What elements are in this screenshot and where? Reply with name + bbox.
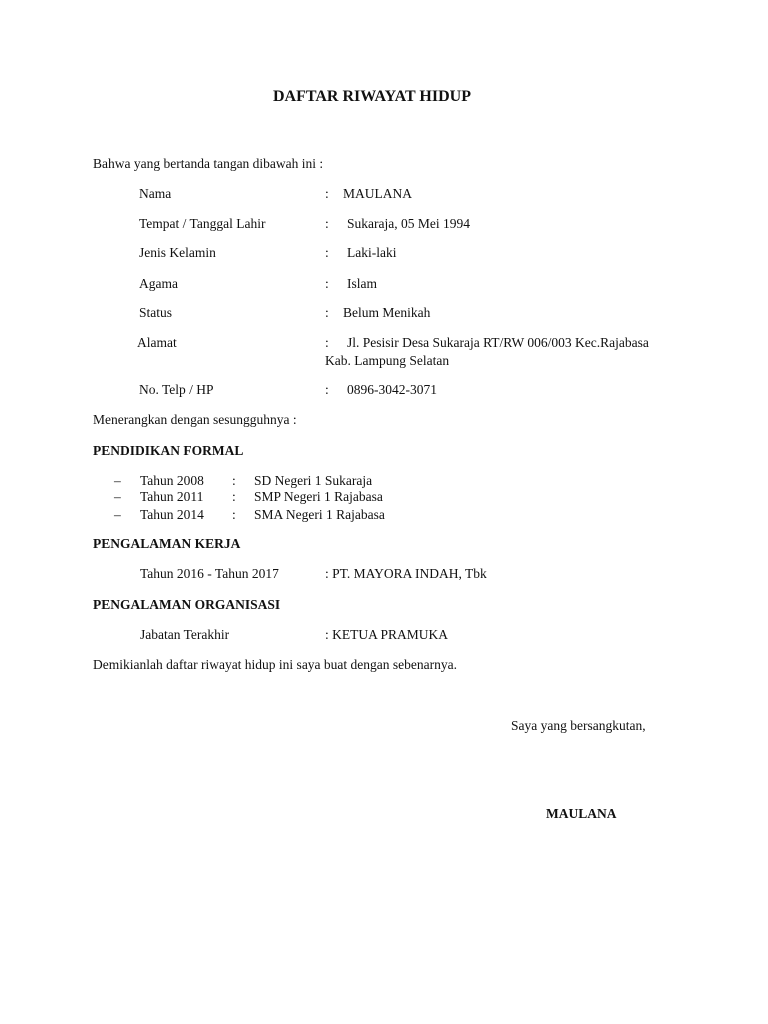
colon: :	[325, 276, 329, 291]
colon: :	[325, 245, 329, 260]
colon: :	[232, 507, 236, 522]
closing-text: Demikianlah daftar riwayat hidup ini saya buat dengan sebenarnya.	[93, 657, 457, 672]
education-year: Tahun 2011	[140, 489, 204, 504]
signature-name: MAULANA	[546, 806, 617, 821]
education-year: Tahun 2008	[140, 473, 204, 488]
list-bullet: –	[114, 473, 121, 488]
colon: :	[232, 489, 236, 504]
education-school: SD Negeri 1 Sukaraja	[254, 473, 373, 488]
value-telp: 0896-3042-3071	[347, 382, 437, 397]
label-alamat: Alamat	[137, 335, 177, 350]
statement-text: Menerangkan dengan sesungguhnya :	[93, 412, 297, 427]
education-heading: PENDIDIKAN FORMAL	[93, 443, 244, 458]
value-status: Belum Menikah	[343, 305, 431, 320]
education-school: SMP Negeri 1 Rajabasa	[254, 489, 383, 504]
intro-text: Bahwa yang bertanda tangan dibawah ini :	[93, 156, 324, 171]
value-ttl: Sukaraja, 05 Mei 1994	[347, 216, 470, 231]
colon: :	[325, 186, 329, 201]
education-school: SMA Negeri 1 Rajabasa	[254, 507, 385, 522]
colon: :	[232, 473, 236, 488]
colon: :	[325, 382, 329, 397]
work-period: Tahun 2016 - Tahun 2017	[140, 566, 279, 581]
label-nama: Nama	[139, 186, 172, 201]
work-company: : PT. MAYORA INDAH, Tbk	[325, 566, 487, 581]
value-alamat: Jl. Pesisir Desa Sukaraja RT/RW 006/003 Kec.Rajabasa	[347, 335, 649, 350]
value-alamat-line2: Kab. Lampung Selatan	[325, 353, 450, 368]
document-title: DAFTAR RIWAYAT HIDUP	[273, 88, 471, 105]
organization-label: Jabatan Terakhir	[140, 627, 230, 642]
list-bullet: –	[114, 507, 121, 522]
colon: :	[325, 305, 329, 320]
label-agama: Agama	[139, 276, 178, 291]
signature-greeting: Saya yang bersangkutan,	[511, 718, 646, 733]
organization-value: : KETUA PRAMUKA	[325, 627, 449, 642]
colon: :	[325, 335, 329, 350]
colon: :	[325, 216, 329, 231]
value-jenis-kelamin: Laki-laki	[347, 245, 397, 260]
label-telp: No. Telp / HP	[139, 382, 214, 397]
value-agama: Islam	[347, 276, 377, 291]
work-heading: PENGALAMAN KERJA	[93, 536, 241, 551]
label-ttl: Tempat / Tanggal Lahir	[139, 216, 266, 231]
label-jenis-kelamin: Jenis Kelamin	[139, 245, 216, 260]
label-status: Status	[139, 305, 173, 320]
organization-heading: PENGALAMAN ORGANISASI	[93, 597, 281, 612]
list-bullet: –	[114, 489, 121, 504]
education-year: Tahun 2014	[140, 507, 204, 522]
value-nama: MAULANA	[343, 186, 412, 201]
